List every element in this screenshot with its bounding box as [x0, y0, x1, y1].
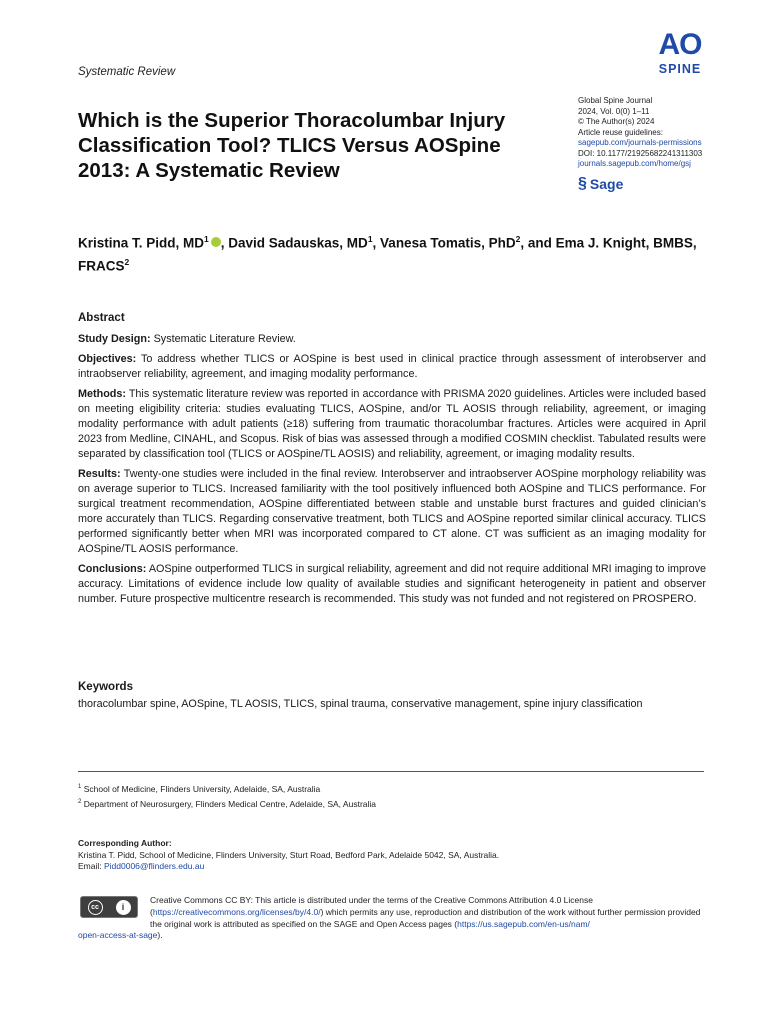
footnote-divider — [78, 771, 704, 772]
conclusions-paragraph — [78, 562, 706, 607]
sage-s-icon: § — [578, 175, 587, 192]
objectives-paragraph — [78, 352, 706, 382]
author-name[interactable]: , David Sadauskas, MD — [220, 235, 368, 251]
objectives-label: Objectives: — [78, 353, 137, 365]
corresponding-author — [78, 838, 698, 873]
methods-label: Methods: — [78, 388, 126, 400]
cc-icon: cc — [88, 900, 103, 915]
section-label: Systematic Review — [78, 66, 176, 78]
affiliation-text: School of Medicine, Flinders University, Adelaide, SA, Australia — [83, 783, 321, 794]
license-tail — [78, 930, 163, 940]
reuse-link[interactable]: sagepub.com/journals-permissions — [578, 138, 702, 147]
methods-paragraph — [78, 387, 706, 462]
corresponding-address: Kristina T. Pidd, School of Medicine, Flinders University, Sturt Road, Bedford Park, Adelaide 5042, SA, Australia. — [78, 849, 500, 860]
study-design-text: Systematic Literature Review. — [150, 333, 296, 345]
license-text-part: ) which permits any use, reproduction and distribution of the work without further permission provided the original work is attributed as specified on the SAGE and Open Access pages ( — [150, 907, 701, 929]
journal-name: Global Spine Journal — [578, 96, 653, 105]
logo-ao-text: AO — [658, 28, 702, 61]
sage-label: Sage — [589, 176, 624, 192]
reuse-label: Article reuse guidelines: — [578, 127, 663, 137]
affiliation-sup: 2 — [124, 256, 130, 267]
license-text — [150, 894, 710, 930]
abstract-heading: Abstract — [78, 312, 125, 324]
author-name[interactable]: , and Ema J. Knight, BMBS, FRACS — [78, 235, 697, 273]
corresponding-email-line — [78, 861, 698, 873]
results-paragraph — [78, 467, 706, 557]
article-title: Which is the Superior Thoracolumbar Injury Classification Tool? TLICS Versus AOSpine 2013: A Systematic Review — [78, 109, 506, 182]
keywords-text: thoracolumbar spine, AOSpine, TL AOSIS, TLICS, spinal trauma, conservative management, spine injury classification — [78, 698, 643, 710]
conclusions-label: Conclusions: — [78, 563, 147, 575]
results-label: Results: — [78, 468, 121, 480]
study-design-paragraph — [78, 332, 706, 347]
license-text-part: Creative Commons CC BY: This article is distributed under the terms of the Creative Commons Attribution 4.0 License ( — [150, 895, 593, 917]
affiliation-sup: 2 — [515, 234, 521, 244]
logo-spine-text: SPINE — [658, 62, 702, 76]
journal-link[interactable]: journals.sagepub.com/home/gsj — [578, 159, 691, 168]
affiliation-text: Department of Neurosurgery, Flinders Medical Centre, Adelaide, SA, Australia — [83, 798, 377, 809]
affiliation-sup: 1 — [204, 234, 209, 244]
copyright: © The Author(s) 2024 — [578, 117, 655, 126]
methods-text: This systematic literature review was reported in accordance with PRISMA 2020 guidelines. Articles were included based on meeting eligibility criteria: studies evaluating TLICS, AOSpine, and/or TL AOSIS through reliability, agreement, or imaging modality performance with adult patients (≥18) suffering from traumatic thoracolumbar fractures. Articles were acquired in April 2023 from Medline, CINAHL, and Scopus. Risk of bias was assessed through a modified COSMIN checklist. Tabulated results were separated by classification tool (TLICS or AOSpine/TL AOSIS) and reliability, agreement, or imaging modality results. — [78, 388, 706, 460]
orcid-icon[interactable] — [211, 237, 221, 247]
doi: DOI: 10.1177/21925682241311303 — [578, 148, 703, 158]
sage-open-access-link[interactable]: https://us.sagepub.com/en-us/nam/ — [457, 919, 590, 929]
aospine-logo — [652, 30, 708, 80]
conclusions-text: AOSpine outperformed TLICS in surgical reliability, agreement and did not require additional MRI imaging to improve accuracy. Limitations of evidence include low quality of available studies and significant heterogeneity in patient and observer number. Future prospective multicentre research is recommended. This study was not funded and not registered on PROSPERO. — [78, 563, 706, 605]
author-name[interactable]: Kristina T. Pidd, MD — [78, 235, 205, 251]
email-link[interactable]: Pidd0006@flinders.edu.au — [103, 861, 205, 871]
journal-info — [578, 96, 758, 170]
affiliation-number: 2 — [78, 798, 82, 805]
affiliation-item — [78, 781, 678, 796]
cc-license-link[interactable]: https://creativecommons.org/licenses/by/4.0/ — [152, 907, 321, 917]
license-text-part: ). — [157, 930, 163, 940]
study-design-label: Study Design: — [78, 333, 151, 345]
author-list — [78, 230, 698, 275]
results-text: Twenty-one studies were included in the final review. Interobserver and intraobserver AOSpine morphology reliability was on average superior to TLICS. Increased familiarity with the tool positively influenced both AOSpine and TLICS performance. For surgical treatment recommendation, AOSpine differentiated between stable and unstable burst fractures and guided clinician’s more accurately than TLICS. Regarding conservative treatment, both TLICS and AOSpine reported similar clinical accuracy. TLICS performed significantly better when MRI was incorporated compared to CT alone. CT was sufficient as an imaging modality for AOSpine/TL AOSIS performance. — [78, 468, 706, 555]
journal-volume: 2024, Vol. 0(0) 1–11 — [578, 106, 650, 116]
keywords-heading: Keywords — [78, 681, 133, 693]
email-label: Email: — [78, 861, 104, 871]
sage-open-access-link-tail[interactable]: open-access-at-sage — [78, 930, 158, 940]
abstract-body — [78, 332, 706, 612]
affiliation-sup: 1 — [367, 234, 373, 244]
by-person-icon: i — [116, 900, 131, 915]
author-name[interactable]: , Vanesa Tomatis, PhD — [372, 235, 516, 251]
cc-by-badge[interactable] — [80, 896, 138, 918]
affiliation-item — [78, 796, 678, 811]
objectives-text: To address whether TLICS or AOSpine is best used in clinical practice through assessment of interobserver and intraobserver reliability, agreement, and imaging modality performance. — [78, 353, 706, 380]
sage-logo — [578, 175, 623, 193]
corresponding-heading: Corresponding Author: — [78, 838, 172, 848]
affiliation-number: 1 — [78, 784, 82, 790]
affiliations — [78, 781, 678, 811]
